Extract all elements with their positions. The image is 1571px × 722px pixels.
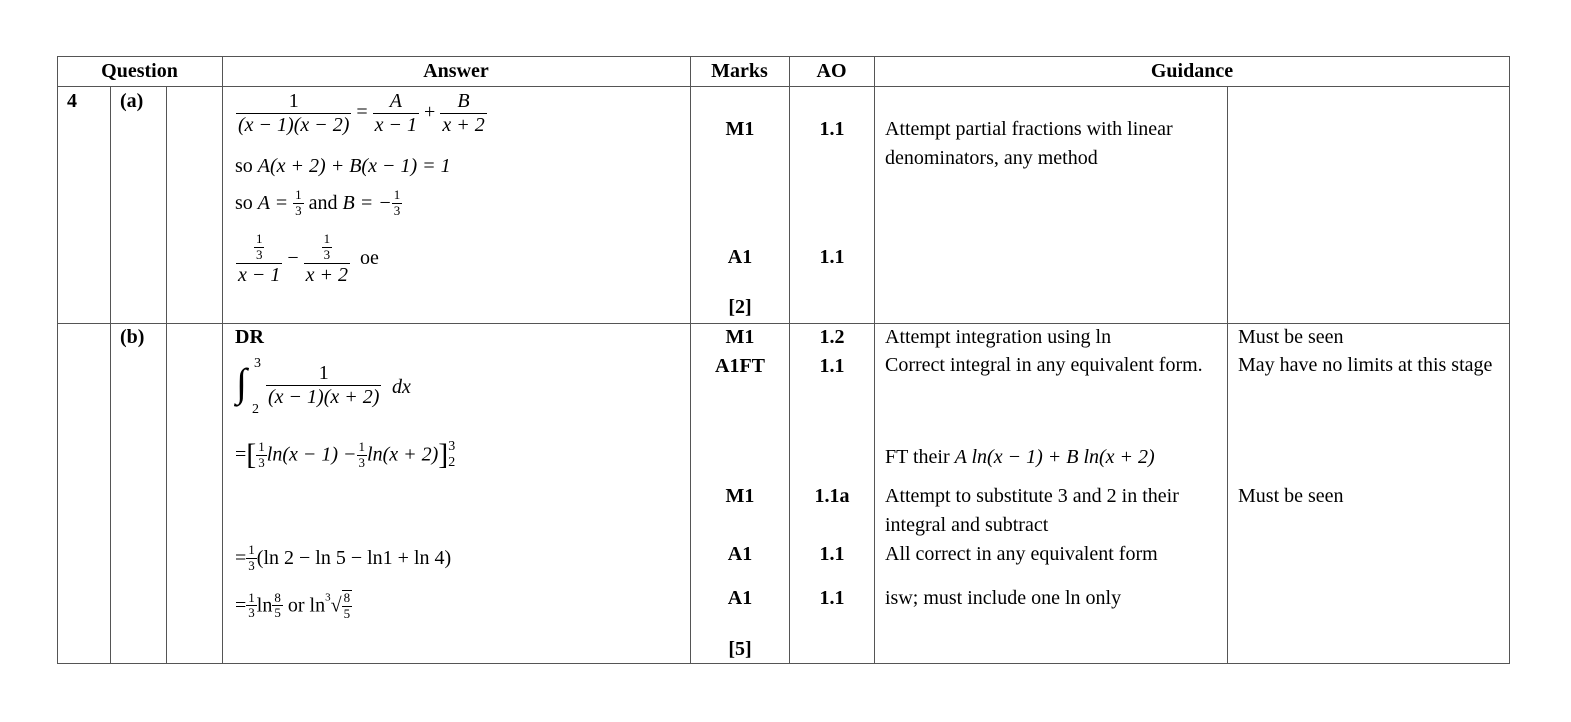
ao-cell: 1.1	[819, 587, 845, 609]
guidance-cell: Attempt to substitute 3 and 2 in their integral and subtract	[885, 485, 1179, 536]
guidance-cell: All correct in any equivalent form	[885, 543, 1158, 565]
mark-cell: A1	[727, 587, 753, 609]
grid-line	[222, 56, 223, 664]
ao-cell: 1.1a	[814, 485, 850, 507]
header-ao: AO	[816, 60, 847, 82]
answer-final: = $\frac{1}{3}$ ln $\frac{8}{5}$ or $\ln^3√$ $\frac{8}{5}$	[235, 589, 351, 621]
ao-cell: 1.1	[819, 355, 845, 377]
guidance-extra-cell: Must be seen	[1238, 326, 1344, 348]
guidance-cell: Attempt integration using ln	[885, 326, 1112, 348]
guidance-cell: isw; must include one ln only	[885, 587, 1122, 609]
ao-cell: 1.1	[819, 118, 845, 140]
mark-cell: M1	[725, 118, 755, 140]
guidance-extra-cell: Must be seen	[1238, 485, 1344, 507]
answer-substitution: = $\frac{1}{3}$ (ln 2 − ln 5 − ln1 + ln 4)	[235, 542, 452, 573]
guidance-cell: Correct integral in any equivalent form.	[885, 354, 1203, 376]
ao-cell: 1.2	[819, 326, 845, 348]
answer-constants: so A = $\frac{1}{3}$ and B = − $\frac{1}{3}$	[235, 187, 401, 218]
mark-total: [5]	[728, 638, 752, 660]
header-question: Question	[101, 60, 178, 82]
grid-line	[1227, 86, 1228, 664]
ao-cell: 1.1	[819, 246, 845, 268]
answer-dr-label: DR	[235, 326, 264, 348]
guidance-extra-cell: May have no limits at this stage	[1238, 354, 1493, 376]
mark-cell: A1FT	[715, 355, 765, 377]
mark-cell: A1	[727, 543, 753, 565]
question-part-a: (a)	[120, 90, 144, 112]
guidance-cell: Attempt partial fractions with linear denominators, any method	[885, 118, 1173, 169]
ao-cell: 1.1	[819, 543, 845, 565]
header-answer: Answer	[423, 60, 489, 82]
answer-partial-fractions: $\frac{1}{(x - 1)(x - 2)}$ = $\frac{A}{x - 1}$ + $\frac{B}{x + 2}$	[238, 90, 485, 136]
grid-line	[110, 86, 111, 664]
mark-cell: A1	[727, 246, 753, 268]
guidance-ft-cell: FT their A ln(x − 1) + B ln(x + 2)	[885, 446, 1155, 468]
mark-total: [2]	[728, 296, 752, 318]
answer-final-fractions: $\frac{\frac{1}{3}}{x - 1}$ − $\frac{\frac{1}{3}}{x + 2}$ oe	[238, 231, 379, 286]
mark-cell: M1	[725, 485, 755, 507]
question-part-b: (b)	[120, 326, 145, 348]
question-number: 4	[67, 90, 77, 112]
header-marks: Marks	[711, 60, 768, 82]
header-guidance: Guidance	[1150, 60, 1234, 82]
answer-antiderivative: =[ $\frac{1}{3}$ ln(x − 1) − $\frac{1}{3}$ ln(x + 2)] 3 2	[235, 438, 456, 471]
grid-line	[874, 56, 875, 664]
mark-cell: M1	[725, 326, 755, 348]
grid-line	[57, 86, 1510, 87]
grid-line	[166, 86, 167, 664]
answer-identity: so A(x + 2) + B(x − 1) = 1	[235, 155, 451, 177]
